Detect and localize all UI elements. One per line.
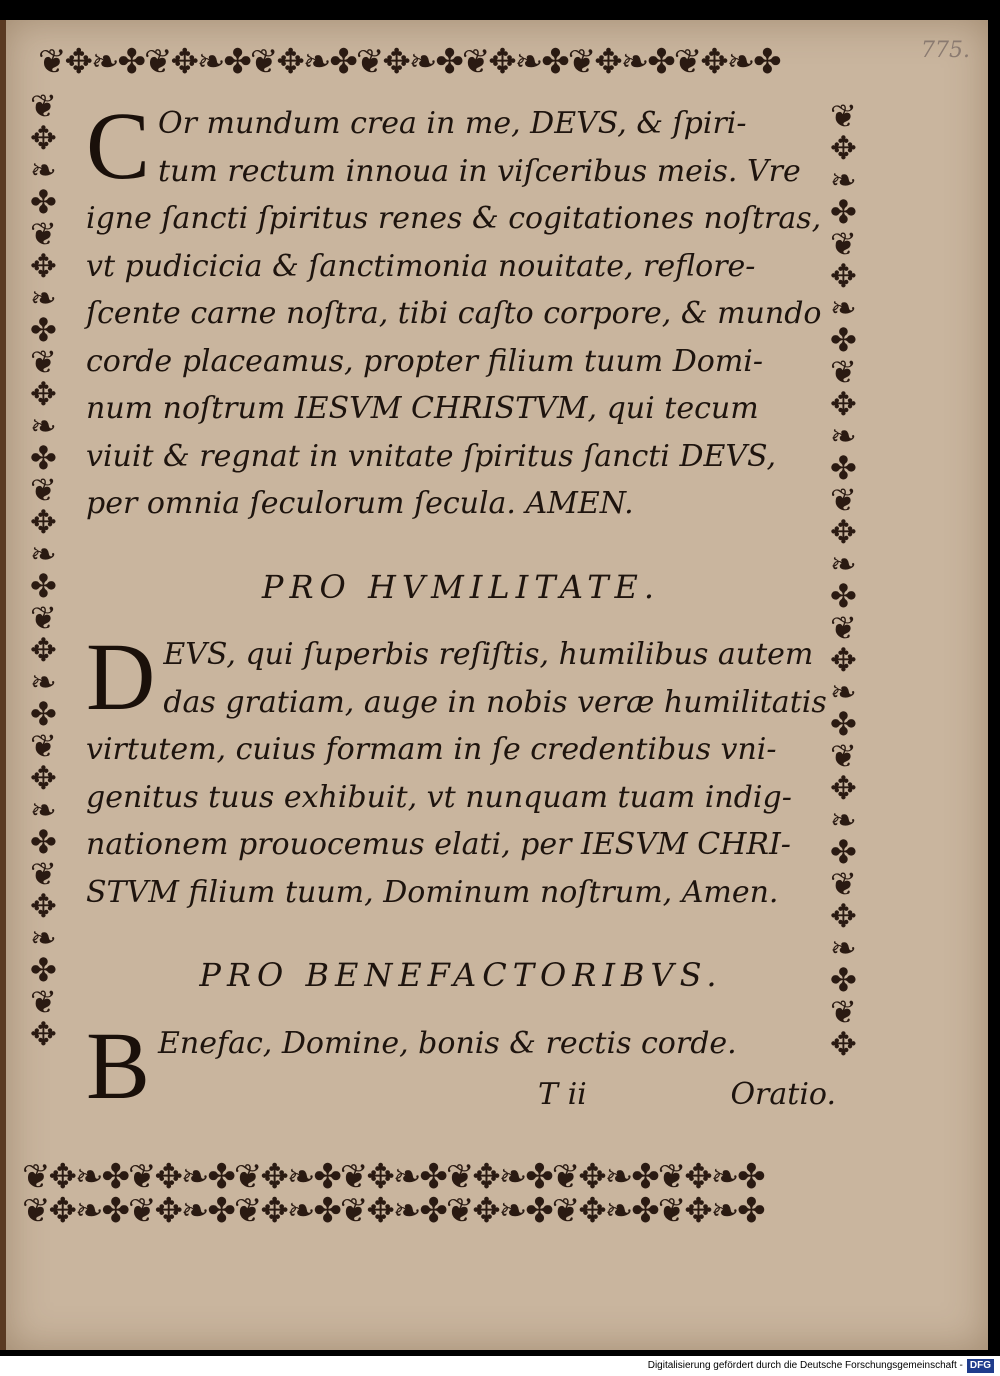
catchword: Oratio. bbox=[730, 1077, 836, 1112]
ornament-glyph: ✤ bbox=[830, 321, 855, 359]
ornament-glyph: ✤ bbox=[30, 951, 55, 989]
ornament-glyph: ❦ bbox=[830, 609, 855, 647]
ornament-glyph: ✥ bbox=[830, 129, 855, 167]
ornament-glyph: ✤ bbox=[30, 183, 55, 221]
text-line: das gratiam, auge in nobis veræ humilitatis bbox=[163, 684, 827, 720]
ornament-glyph: ✥ bbox=[30, 247, 55, 285]
section-heading: PRO BENEFACTORIBVS. bbox=[199, 956, 723, 994]
paragraph-cor-mundum bbox=[86, 92, 836, 528]
ornament-glyph: ✥ bbox=[30, 759, 55, 797]
ornament-glyph: ❦ bbox=[30, 599, 55, 637]
footer-bar bbox=[0, 1356, 1000, 1376]
signature-mark: T ii bbox=[538, 1077, 587, 1112]
ornament-glyph: ✤ bbox=[30, 567, 55, 605]
ornamental-border-right bbox=[830, 100, 880, 1180]
footer-text: Digitalisierung gefördert durch die Deutsche Forschungsgemeinschaft - bbox=[647, 1360, 963, 1371]
ornament-row: ❦✥❧✤❦✥❧✤❦✥❧✤❦✥❧✤❦✥❧✤❦✥❧✤❦✥❧✤ bbox=[38, 45, 780, 82]
ornament-glyph: ✤ bbox=[30, 823, 55, 861]
ornament-glyph: ❧ bbox=[830, 161, 855, 199]
ornament-row: ❦✥❧✤❦✥❧✤❦✥❧✤❦✥❧✤❦✥❧✤❦✥❧✤❦✥❧✤ bbox=[22, 1160, 764, 1197]
ornament-row: ❦✥❧✤❦✥❧✤❦✥❧✤❦✥❧✤❦✥❧✤❦✥❧✤❦✥❧✤ bbox=[22, 1191, 764, 1231]
ornament-glyph: ❦ bbox=[830, 100, 855, 135]
ornament-glyph: ❦ bbox=[30, 343, 55, 381]
ornament-glyph: ❦ bbox=[830, 865, 855, 903]
ornament-glyph: ✥ bbox=[830, 257, 855, 295]
ornament-glyph: ✤ bbox=[30, 439, 55, 477]
ornament-glyph: ❧ bbox=[30, 663, 55, 701]
ornament-glyph: ❧ bbox=[30, 279, 55, 317]
ornament-glyph: ❦ bbox=[830, 225, 855, 263]
ornamental-border-left bbox=[30, 90, 82, 1180]
text-line: ſcente carne noſtra, tibi caſto corpore, & mundo bbox=[86, 296, 822, 331]
text-line: igne ſancti ſpiritus renes & cogitationes noſtras, bbox=[86, 201, 822, 236]
ornament-glyph: ❦ bbox=[30, 855, 55, 893]
text-line: Or mundum crea in me, DEVS, & ſpiri- bbox=[158, 106, 747, 141]
text-line: vt pudicicia & ſanctimonia nouitate, reflore- bbox=[86, 248, 756, 284]
text-line: num noſtrum IESVM CHRISTVM, qui tecum bbox=[86, 391, 759, 426]
text-line: corde placeamus, propter filium tuum Domi- bbox=[86, 343, 764, 379]
ornament-glyph: ✤ bbox=[830, 193, 855, 231]
ornament-glyph: ❧ bbox=[30, 151, 55, 189]
ornament-glyph: ✥ bbox=[830, 1025, 855, 1063]
text-line: STVM filium tuum, Dominum noſtrum, Amen. bbox=[86, 874, 779, 910]
text-line: EVS, qui ſuperbis reſiſtis, humilibus autem bbox=[163, 637, 814, 672]
ornament-glyph: ❦ bbox=[30, 983, 55, 1021]
ornament-glyph: ❦ bbox=[830, 481, 855, 519]
text-line: tum rectum innoua in viſceribus meis. Vre bbox=[158, 153, 801, 189]
drop-capital: C bbox=[86, 92, 151, 199]
ornament-glyph: ❧ bbox=[830, 673, 855, 711]
ornament-glyph: ❧ bbox=[830, 289, 855, 327]
ornament-glyph: ✥ bbox=[830, 641, 855, 679]
text-line: nationem prouocemus elati, per IESVM CHRI- bbox=[86, 827, 791, 862]
ornament-glyph: ❦ bbox=[30, 215, 55, 253]
text-line: viuit & regnat in vnitate ſpiritus ſancti DEVS, bbox=[86, 438, 777, 474]
ornament-glyph: ❦ bbox=[830, 353, 855, 391]
ornament-glyph: ✥ bbox=[830, 385, 855, 423]
text-line: virtutem, cuius formam in ſe credentibus vni- bbox=[86, 732, 777, 767]
ornament-glyph: ✥ bbox=[830, 897, 855, 935]
section-heading: PRO HVMILITATE. bbox=[261, 567, 661, 606]
ornament-glyph: ❦ bbox=[30, 90, 55, 125]
ornament-column bbox=[830, 100, 880, 1063]
ornament-glyph: ❧ bbox=[830, 417, 855, 455]
ornament-glyph: ✤ bbox=[830, 833, 855, 871]
folio-number: 775. bbox=[921, 38, 970, 63]
ornament-glyph: ✥ bbox=[30, 375, 55, 413]
ornament-glyph: ❦ bbox=[30, 471, 55, 509]
ornament-glyph: ❧ bbox=[830, 545, 855, 583]
signature-line bbox=[158, 1071, 836, 1119]
ornament-glyph: ✤ bbox=[830, 449, 855, 487]
ornament-column bbox=[30, 90, 82, 1053]
ornament-glyph: ❧ bbox=[30, 791, 55, 829]
ornament-glyph: ✤ bbox=[830, 961, 855, 999]
ornament-glyph: ✤ bbox=[830, 705, 855, 743]
ornament-glyph: ✤ bbox=[830, 577, 855, 615]
drop-capital: D bbox=[86, 623, 156, 730]
text-block bbox=[86, 92, 836, 1119]
ornament-glyph: ✥ bbox=[30, 887, 55, 925]
dfg-logo: DFG bbox=[967, 1359, 994, 1373]
ornament-glyph: ✥ bbox=[30, 119, 55, 157]
ornament-glyph: ✥ bbox=[830, 769, 855, 807]
ornament-glyph: ❦ bbox=[830, 737, 855, 775]
text-line: Enefac, Domine, bonis & rectis corde. bbox=[158, 1025, 737, 1061]
ornamental-border-bottom bbox=[22, 1160, 872, 1250]
ornament-glyph: ❧ bbox=[830, 929, 855, 967]
ornament-glyph: ❦ bbox=[30, 727, 55, 765]
ornament-glyph: ❧ bbox=[30, 407, 55, 445]
ornament-glyph: ✥ bbox=[30, 503, 55, 541]
ornament-glyph: ❧ bbox=[30, 919, 55, 957]
ornament-glyph: ✤ bbox=[30, 695, 55, 733]
text-line: genitus tuus exhibuit, vt nunquam tuam indig- bbox=[86, 779, 792, 815]
ornament-glyph: ❦ bbox=[830, 993, 855, 1031]
ornament-glyph: ✥ bbox=[830, 513, 855, 551]
ornament-glyph: ✥ bbox=[30, 631, 55, 669]
ornament-glyph: ❧ bbox=[830, 801, 855, 839]
drop-capital: B bbox=[86, 1011, 151, 1119]
text-line: per omnia ſeculorum ſecula. AMEN. bbox=[86, 486, 634, 521]
ornament-glyph: ✥ bbox=[30, 1015, 55, 1053]
paragraph-deus-qui bbox=[86, 623, 836, 916]
ornament-glyph: ❧ bbox=[30, 535, 55, 573]
ornament-glyph: ✤ bbox=[30, 311, 55, 349]
